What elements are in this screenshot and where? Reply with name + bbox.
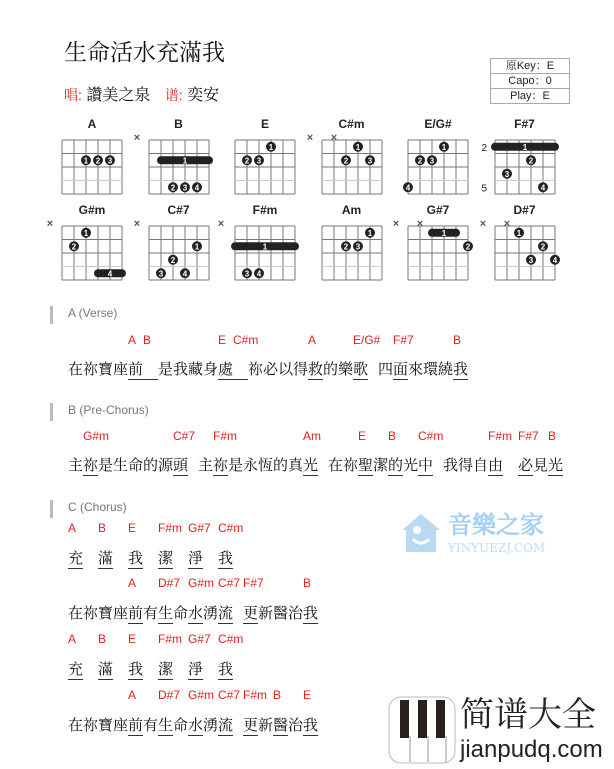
lyric-char: 潔 [158,550,174,567]
lyric-char: 頭 [173,457,189,474]
lyric-char: 我 [303,605,319,622]
finger-number: 2 [540,242,545,252]
lyric-char: 救 [308,361,324,378]
muted-string-icon: × [392,218,400,230]
lyric-char: 主 [68,457,84,474]
chord-label: F#m [488,429,512,443]
chord-label: C#7 [173,429,196,443]
finger-number: 1 [516,228,521,238]
lyric-char [143,361,158,380]
singer-name: 讚美之泉 [86,87,151,104]
finger-number: 4 [405,183,411,193]
lyric-char: 真 [288,457,304,474]
chord-label: D#7 [158,576,181,590]
finger-number: 4 [194,183,199,193]
lyric-char: 水 [188,717,204,734]
muted-string-icon: × [479,218,486,230]
chord-name: G#m [78,203,106,217]
lyric-char: 命 [173,605,189,622]
chord-label: A [68,521,77,535]
chord-diagram-a [50,116,136,200]
chord-label: B [548,429,557,443]
singer-label: 唱: [64,87,82,103]
lyric-char: 在 [68,605,84,622]
lyric-char: 座 [113,361,129,378]
lyric-char: 滿 [98,661,114,678]
lyric-char: 水 [188,605,204,622]
chord-label: F#m [213,429,237,443]
lyric-char: 生 [158,605,174,622]
chord-diagram-c-m [306,116,396,200]
chord-label: C#m [218,632,244,646]
lyric-char: 祢 [343,457,359,474]
lyric-char [503,457,518,475]
finger-number: 3 [107,156,113,166]
chord-label: G#7 [188,632,211,646]
lyric-char: 醫 [273,717,289,734]
finger-number: 3 [528,255,533,265]
lyric-char: 治 [288,717,304,734]
chord-line [68,576,588,592]
finger-number: 2 [528,156,533,166]
lyric-char: 生 [113,457,129,474]
finger-number: 4 [182,269,187,279]
chord-diagram-e [223,116,309,200]
lyric-char: 命 [128,457,144,474]
muted-string-icon: × [503,218,510,230]
lyric-char: 潔 [158,661,174,678]
chord-diagram-f-7 [480,116,569,200]
house-note-icon [400,512,442,556]
chord-name: E [260,117,269,131]
lyric-char: 在 [68,717,84,734]
lyric-char: 我 [303,717,319,734]
lyric-char: 祢 [248,361,264,378]
logo-title: 简谱大全 [460,696,596,734]
chord-label: Am [303,429,321,443]
chord-label: C#7 [218,576,241,590]
muted-string-icon: × [133,132,140,144]
chord-label: F#7 [243,576,264,590]
lyric-char [113,550,128,568]
finger-number: 1 [262,242,268,252]
lyric-char [143,661,158,679]
lyric-char: 淨 [188,550,204,567]
finger-number: 3 [244,269,250,279]
chord-diagram-d-7 [479,202,569,286]
lyric-char: 自 [473,457,489,474]
finger-number: 4 [552,255,557,265]
lyric-char: 祢 [83,361,99,378]
muted-string-icon: × [217,218,224,230]
song-credits [64,82,229,105]
chord-label: C#m [418,429,444,443]
section-marker [50,403,53,421]
lyric-char: 我 [128,550,144,567]
chord-name: G#7 [426,203,450,217]
finger-number: 1 [441,228,447,238]
lyric-char: 的 [273,457,289,474]
chord-label: E/G# [353,333,381,347]
lyric-char: 是 [228,457,244,474]
chord-name: E/G# [424,117,452,131]
lyric-char: 祢 [83,717,99,734]
finger-number: 3 [429,156,435,166]
chord-label: B [143,333,152,347]
finger-number: 1 [268,142,274,152]
lyric-char: 充 [68,550,84,567]
lyric-char: 祢 [83,457,99,474]
chord-name: C#7 [167,203,190,217]
finger-number: 1 [83,156,89,166]
lyric-char: 寶 [98,361,114,378]
finger-number: 2 [417,156,423,166]
lyric-char: 命 [173,717,189,734]
lyric-char: 座 [113,717,129,734]
finger-number: 2 [343,156,348,166]
lyric-char [233,361,248,380]
lyric-char: 必 [518,457,534,474]
chord-label: A [68,632,77,646]
chord-label: A [128,333,137,347]
lyric-char [113,661,128,679]
lyric-char [83,550,98,568]
lyric-char: 必 [263,361,279,378]
chord-label: E [128,521,137,535]
finger-number: 3 [256,156,262,166]
finger-number: 2 [170,255,175,265]
lyric-char: 恆 [258,457,274,474]
chord-name: Am [341,203,362,217]
lyric-char: 光 [548,457,564,474]
section-label: C (Chorus) [68,500,127,514]
lyric-line [68,717,318,735]
lyric-line [68,457,563,475]
lyric-char [433,457,443,475]
lyric-line [68,550,233,568]
lyric-char: 在 [68,361,84,378]
lyric-char: 充 [68,661,84,678]
chord-label: F#7 [518,429,539,443]
chord-label: B [98,521,107,535]
lyric-char: 永 [243,457,259,474]
finger-number: 2 [170,183,175,193]
lyric-char: 是 [98,457,114,474]
lyric-char: 寶 [98,717,114,734]
fret-number: 5 [480,183,487,195]
chord-label: E [218,333,227,347]
lyric-char: 光 [303,457,319,474]
chord-label: G#7 [188,521,211,535]
chord-label: B [273,688,282,702]
lyric-char [173,661,188,679]
lyric-char [188,457,198,475]
finger-number: 4 [540,183,545,193]
lyric-char [143,550,158,568]
chord-diagram-am [310,202,396,286]
finger-number: 3 [367,156,372,166]
chord-diagram-g-m [46,202,136,286]
finger-number: 1 [194,242,199,252]
chord-label: G#m [188,576,215,590]
lyric-char: 聖 [358,457,374,474]
chord-name: A [87,117,97,131]
finger-number: 3 [182,183,187,193]
chord-diagram-b [133,116,223,200]
chord-label: E [128,632,137,646]
chord-diagram-g-7 [392,202,482,286]
lyric-char: 的 [143,457,159,474]
finger-number: 2 [95,156,101,166]
finger-number: 2 [71,242,77,252]
lyric-char: 更 [243,605,259,622]
lyric-char: 祢 [213,457,229,474]
chord-name: B [174,117,183,131]
section-marker [50,500,53,518]
lyric-char: 醫 [273,605,289,622]
chord-label: B [388,429,397,443]
lyric-char: 我 [173,361,189,378]
lyric-char: 是 [158,361,174,378]
lyric-char [368,361,378,379]
chord-label: C#m [233,333,259,347]
lyric-char: 四 [378,361,394,378]
chord-name: F#m [252,203,278,217]
lyric-char: 前 [128,717,144,734]
watermark-text: 音樂之家 [448,512,544,539]
lyric-char: 由 [488,457,504,474]
lyric-char [318,457,328,475]
lyric-char: 光 [403,457,419,474]
muted-string-icon: × [330,132,337,144]
finger-number: 4 [256,269,262,279]
finger-number: 1 [355,142,360,152]
lyric-char: 我 [128,661,144,678]
lyric-char [83,661,98,679]
lyric-char: 潔 [373,457,389,474]
chord-diagram-c-7 [133,202,224,286]
lyric-char: 座 [113,605,129,622]
finger-number: 1 [367,228,372,238]
lyric-line [68,361,468,379]
play-key: Play：E [510,90,550,102]
lyric-char: 前 [128,605,144,622]
chord-label: E [303,688,312,702]
finger-number: 4 [107,269,113,279]
chord-label: G#m [188,688,215,702]
chord-label: E [358,429,367,443]
finger-number: 1 [182,156,187,166]
arranger-label: 谱: [164,87,183,103]
lyric-char: 以 [278,361,294,378]
finger-number: 1 [522,142,527,152]
lyric-char: 有 [143,605,159,622]
chord-label: C#m [218,521,244,535]
lyric-char: 淨 [188,661,204,678]
lyric-char: 中 [418,457,434,474]
lyric-char: 我 [218,661,234,678]
lyric-char: 歌 [353,361,369,378]
finger-number: 1 [441,142,447,152]
chord-label: B [453,333,462,347]
lyric-char: 環 [423,361,439,378]
chord-label: D#7 [158,688,181,702]
section-marker [50,306,53,324]
lyric-char: 湧 [203,605,219,622]
muted-string-icon: × [306,132,313,144]
fret-number: 2 [480,142,487,154]
chord-label: A [128,688,137,702]
chord-name: D#7 [513,203,536,217]
lyric-char: 更 [243,717,259,734]
lyric-char: 得 [458,457,474,474]
lyric-char: 繞 [438,361,454,378]
finger-number: 2 [244,156,250,166]
logo-url: jianpudq.com [460,736,603,763]
lyric-char: 新 [258,717,274,734]
muted-string-icon: × [46,218,54,230]
lyric-char: 祢 [83,605,99,622]
lyric-char: 藏 [188,361,204,378]
chord-label: F#7 [393,333,414,347]
chord-label: F#m [158,521,182,535]
finger-number: 1 [83,228,89,238]
lyric-char: 得 [293,361,309,378]
lyric-char: 源 [158,457,174,474]
lyric-char: 樂 [338,361,354,378]
chord-name: C#m [338,117,365,131]
muted-string-icon: × [133,218,140,230]
watermark [400,512,590,558]
key-info-box [490,58,570,104]
section-label: B (Pre-Chorus) [68,403,149,417]
lyric-char [233,605,243,623]
lyric-char: 前 [128,361,144,378]
capo: Capo：0 [491,74,569,89]
lyric-char: 新 [258,605,274,622]
finger-number: 3 [355,242,360,252]
lyric-char: 滿 [98,550,114,567]
chord-label: B [303,576,312,590]
chord-label: G#m [83,429,110,443]
lyric-char: 在 [328,457,344,474]
lyric-char: 我 [218,550,234,567]
lyric-char: 寶 [98,605,114,622]
finger-number: 2 [343,242,348,252]
chord-label: B [98,632,107,646]
muted-string-icon: × [416,218,424,230]
section-label: A (Verse) [68,306,118,320]
lyric-line [68,605,318,623]
chord-diagram-f-m [223,202,309,286]
lyric-char [233,717,243,735]
lyric-char: 主 [198,457,214,474]
lyric-char: 的 [388,457,404,474]
finger-number: 2 [465,242,471,252]
chord-label: A [128,576,137,590]
chord-line [68,429,588,445]
lyric-char: 治 [288,605,304,622]
chord-label: F#m [158,632,182,646]
chord-label: C#7 [218,688,241,702]
lyric-char: 來 [408,361,424,378]
lyric-line [68,661,233,679]
chord-name: F#7 [514,117,535,131]
lyric-char: 見 [533,457,549,474]
piano-keys-icon [388,696,456,764]
lyric-char: 我 [453,361,469,378]
chord-diagram-e-g- [396,116,482,200]
arranger-name: 奕安 [187,87,220,104]
lyric-char: 流 [218,605,234,622]
chord-line [68,632,588,648]
lyric-char: 湧 [203,717,219,734]
lyric-char: 的 [323,361,339,378]
lyric-char: 身 [203,361,219,378]
chord-line [68,333,588,349]
lyric-char: 有 [143,717,159,734]
watermark-url: YINYUEZJ.COM [448,541,546,555]
finger-number: 3 [158,269,163,279]
lyric-char [203,661,218,679]
lyric-char: 生 [158,717,174,734]
lyric-char: 面 [393,361,409,378]
site-logo [388,696,614,766]
chord-label: F#m [243,688,267,702]
lyric-char: 流 [218,717,234,734]
lyric-char: 我 [443,457,459,474]
finger-number: 3 [504,169,509,179]
original-key: 原Key：E [491,59,569,74]
song-title: 生命活水充滿我 [64,39,225,65]
lyric-char: 處 [218,361,234,378]
lyric-char [203,550,218,568]
chord-label: A [308,333,317,347]
lyric-char [173,550,188,568]
